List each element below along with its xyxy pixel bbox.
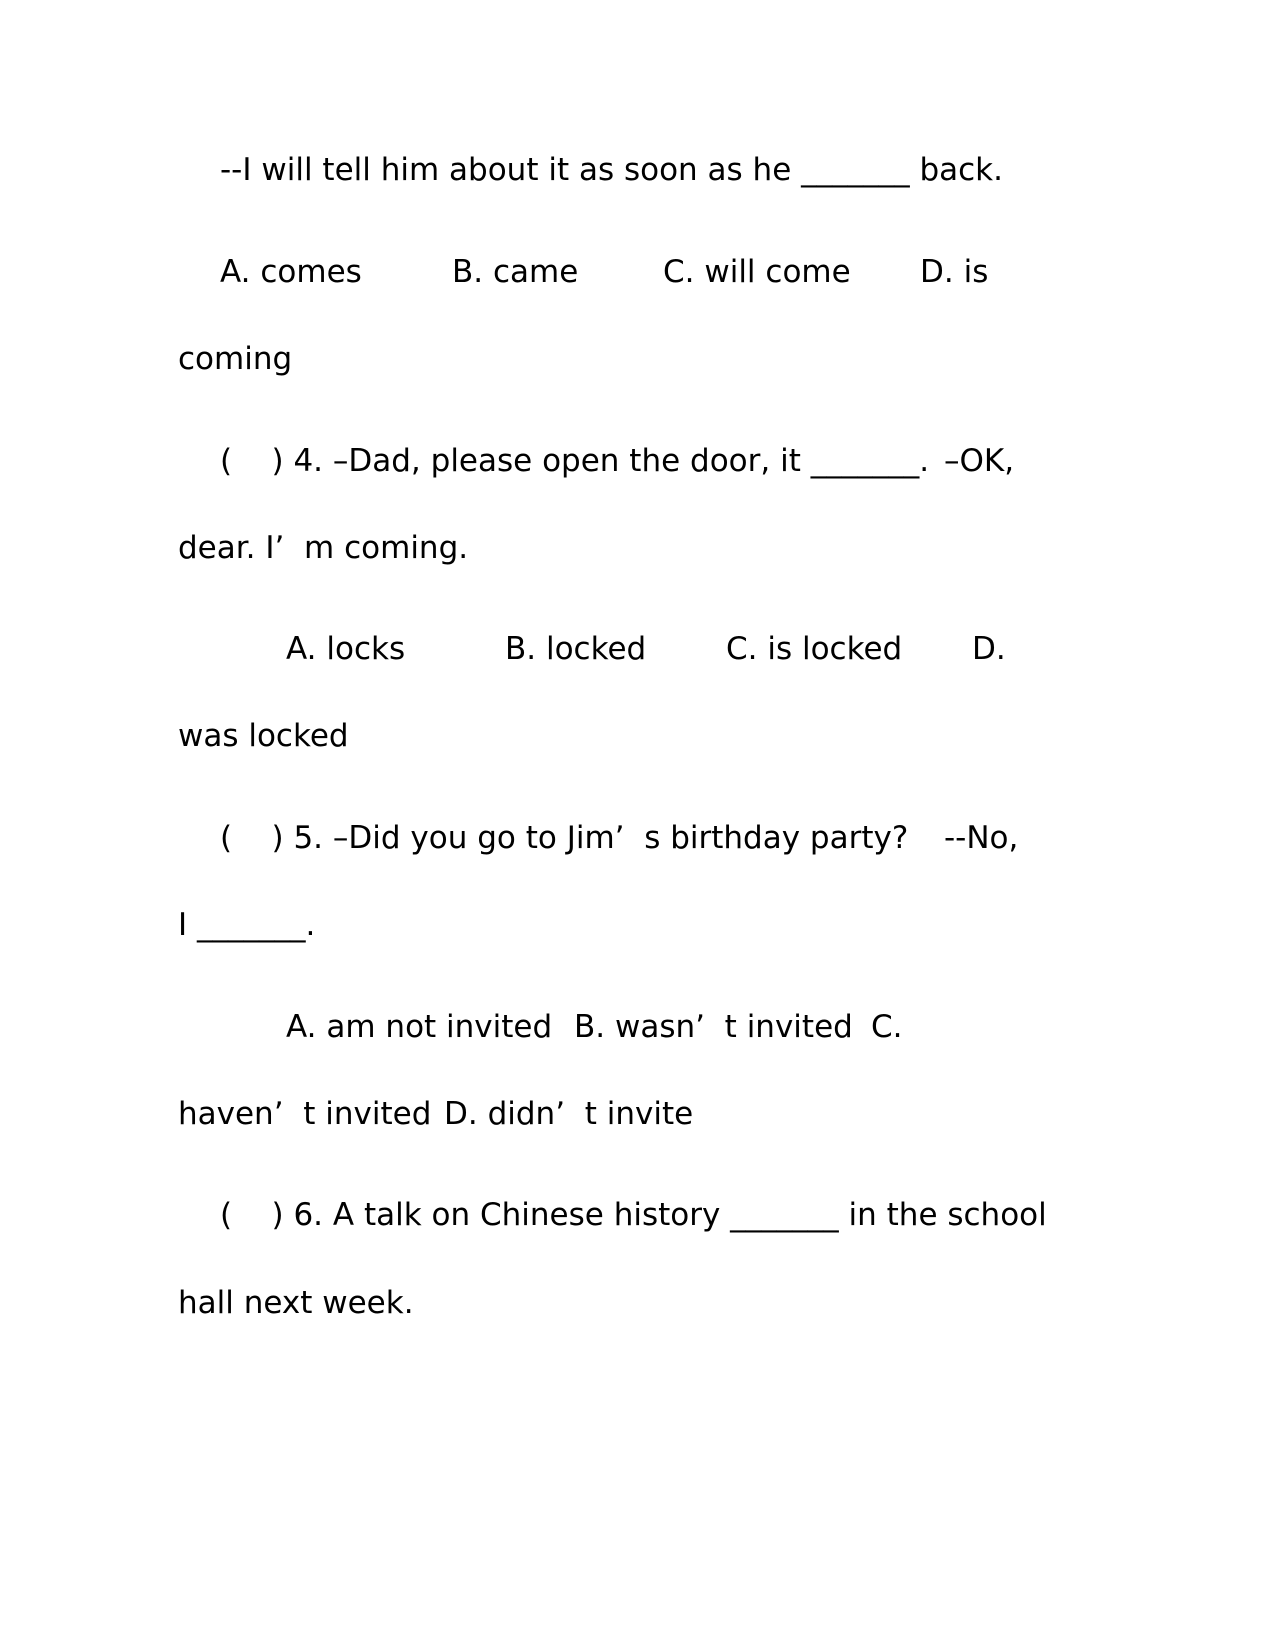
q4-option-a: A. locks — [286, 631, 406, 667]
q4-option-c: C. is locked — [726, 631, 903, 667]
q5-option-d: D. didn’ t invite — [444, 1096, 694, 1132]
q5-option-b: B. wasn’ t invited — [574, 1009, 853, 1045]
q3-answer-line: --I will tell him about it as soon as he _______ back. — [220, 152, 1003, 188]
q5-option-a: A. am not invited — [286, 1009, 553, 1045]
q5-option-c: C. — [871, 1009, 903, 1045]
q5-option-c-continued: haven’ t invited — [178, 1096, 432, 1132]
q3-option-d: D. is — [920, 254, 989, 290]
q5-question: ( ) 5. –Did you go to Jim’ s birthday party? — [220, 820, 909, 856]
q4-option-d: D. — [972, 631, 1006, 667]
q6-question-continued: hall next week. — [178, 1285, 414, 1321]
q4-reply-start: –OK, — [944, 443, 1015, 479]
q3-option-d-continued: coming — [178, 341, 293, 377]
q4-option-d-continued: was locked — [178, 718, 349, 754]
q6-question: ( ) 6. A talk on Chinese history _______ in the school — [220, 1197, 1047, 1233]
q3-option-c: C. will come — [663, 254, 851, 290]
q3-option-b: B. came — [452, 254, 579, 290]
q4-question: ( ) 4. –Dad, please open the door, it _______. — [220, 443, 930, 479]
q5-reply-continued: I _______. — [178, 907, 316, 943]
q4-option-b: B. locked — [505, 631, 647, 667]
q4-reply-continued: dear. I’ m coming. — [178, 530, 469, 566]
q3-option-a: A. comes — [220, 254, 362, 290]
q5-reply-start: --No, — [944, 820, 1019, 856]
